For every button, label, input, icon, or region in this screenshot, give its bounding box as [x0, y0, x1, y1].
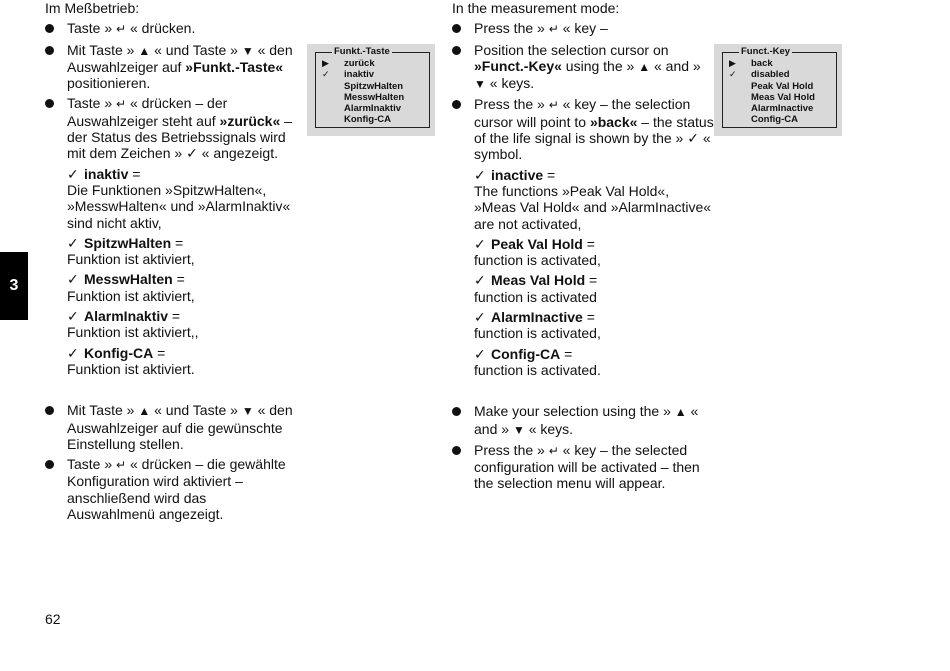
english-check-item: ✓ inactive = The functions »Peak Val Hold«, »Meas Val Hold« and »AlarmInactive« are not activated, [474, 166, 712, 232]
check-icon: ✓ [474, 166, 486, 183]
english-step-5: Press the » ↵ « key – the selected configuration will be activated – then the selection menu will appear. [452, 442, 714, 492]
english-check-item: ✓ AlarmInactive = function is activated, [474, 309, 601, 342]
german-check-item: ✓ MesswHalten = Funktion ist aktiviert, [67, 271, 195, 304]
check-icon: ✓ [474, 309, 486, 326]
english-check-item: ✓ Peak Val Hold = function is activated, [474, 235, 601, 269]
english-check-item: ✓ Meas Val Hold = function is activated [474, 272, 598, 305]
enter-key-icon: ↵ [116, 458, 127, 473]
check-icon: ✓ [474, 235, 486, 252]
arrow-up-icon: ▲ [138, 43, 151, 58]
check-icon: ✓ [186, 145, 198, 162]
menu-item: ▶ back [729, 58, 773, 69]
arrow-down-icon: ▼ [512, 422, 525, 437]
enter-key-icon: ↵ [116, 97, 127, 112]
german-step-5: Taste » ↵ « drücken – die gewählte Konfiguration wird aktiviert – anschließend wird das Auswahlmenü angezeigt. [45, 456, 297, 522]
check-icon: ✓ [687, 130, 699, 147]
menu-item: Konfig-CA [344, 114, 391, 126]
check-icon: ✓ [322, 69, 330, 80]
english-heading: In the measurement mode: [452, 0, 620, 16]
german-check-item: ✓ AlarmInaktiv = Funktion ist aktiviert,, [67, 308, 199, 341]
check-icon: ✓ [67, 234, 79, 251]
menu-item: AlarmInactive [751, 103, 814, 115]
menu-frame [315, 46, 430, 128]
menu-item: ✓ disabled [729, 69, 790, 81]
german-heading: Im Meßbetrieb: [45, 0, 140, 16]
menu-item: Meas Val Hold [751, 91, 815, 103]
menu-item: MesswHalten [344, 91, 405, 103]
enter-key-icon: ↵ [116, 22, 127, 37]
check-icon: ✓ [729, 69, 737, 80]
menu-item: ✓ inaktiv [322, 69, 375, 81]
check-icon: ✓ [474, 272, 486, 289]
page-number: 62 [45, 611, 61, 627]
check-icon: ✓ [67, 344, 79, 361]
english-step-1: Press the » ↵ « key – [452, 20, 714, 37]
german-check-item: ✓ inaktiv = Die Funktionen »SpitzwHalten«, »MesswHalten« und »AlarmInaktiv« sind nicht aktiv, [67, 165, 291, 231]
menu-item: ▶ zurück [322, 58, 375, 69]
arrow-down-icon: ▼ [474, 77, 486, 92]
pointer-icon: ▶ [729, 58, 736, 68]
menu-title: Funct.-Key [741, 46, 791, 57]
arrow-up-icon: ▲ [674, 405, 687, 420]
german-step-4: Mit Taste » ▲ « und Taste » ▼ « den Auswahlzeiger auf die gewünschte Einstellung stellen. [45, 402, 297, 452]
menu-item: SpitzwHalten [344, 80, 404, 92]
pointer-icon: ▶ [322, 58, 329, 68]
german-step-3: Taste » ↵ « drücken – der Auswahlzeiger steht auf »zurück« – der Status des Betriebssignals wird mit dem Zeichen » ✓ « angezeigt. [45, 95, 297, 161]
english-menu-diagram [714, 44, 842, 136]
english-step-3: Press the » ↵ « key – the selection cursor will point to »back« – the status of the life signal is shown by the » ✓ « symbol. [452, 96, 714, 162]
german-step-2: Mit Taste » ▲ « und Taste » ▼ « den Auswahlzeiger auf »Funkt.-Taste« positionieren. [45, 42, 297, 92]
arrow-down-icon: ▼ [241, 404, 254, 419]
german-check-item: ✓ SpitzwHalten = Funktion ist aktiviert, [67, 234, 195, 268]
menu-item: Config-CA [751, 114, 798, 126]
menu-item: Peak Val Hold [751, 80, 814, 92]
check-icon: ✓ [67, 165, 79, 182]
check-icon: ✓ [474, 345, 486, 362]
english-step-2: Position the selection cursor on »Funct.-Key« using the » ▲ « and » ▼ « keys. [452, 42, 714, 93]
arrow-up-icon: ▲ [138, 404, 151, 419]
check-icon: ✓ [67, 308, 79, 325]
german-menu-diagram [307, 44, 435, 136]
german-column [45, 0, 297, 526]
arrow-down-icon: ▼ [241, 43, 254, 58]
menu-item: AlarmInaktiv [344, 103, 402, 115]
german-check-item: ✓ Konfig-CA = Funktion ist aktiviert. [67, 344, 195, 377]
english-column [452, 0, 714, 496]
menu-title: Funkt.-Taste [334, 46, 390, 57]
german-step-1: Taste » ↵ « drücken. [45, 20, 297, 37]
english-check-item: ✓ Config-CA = function is activated. [474, 345, 601, 378]
menu-frame [722, 46, 837, 128]
english-step-4: Make your selection using the » ▲ « and » ▼ « keys. [452, 403, 714, 438]
arrow-up-icon: ▲ [638, 59, 651, 74]
enter-key-icon: ↵ [548, 98, 559, 113]
enter-key-icon: ↵ [548, 22, 559, 37]
check-icon: ✓ [67, 271, 79, 288]
enter-key-icon: ↵ [548, 443, 559, 458]
chapter-tab: 3 [0, 252, 28, 320]
